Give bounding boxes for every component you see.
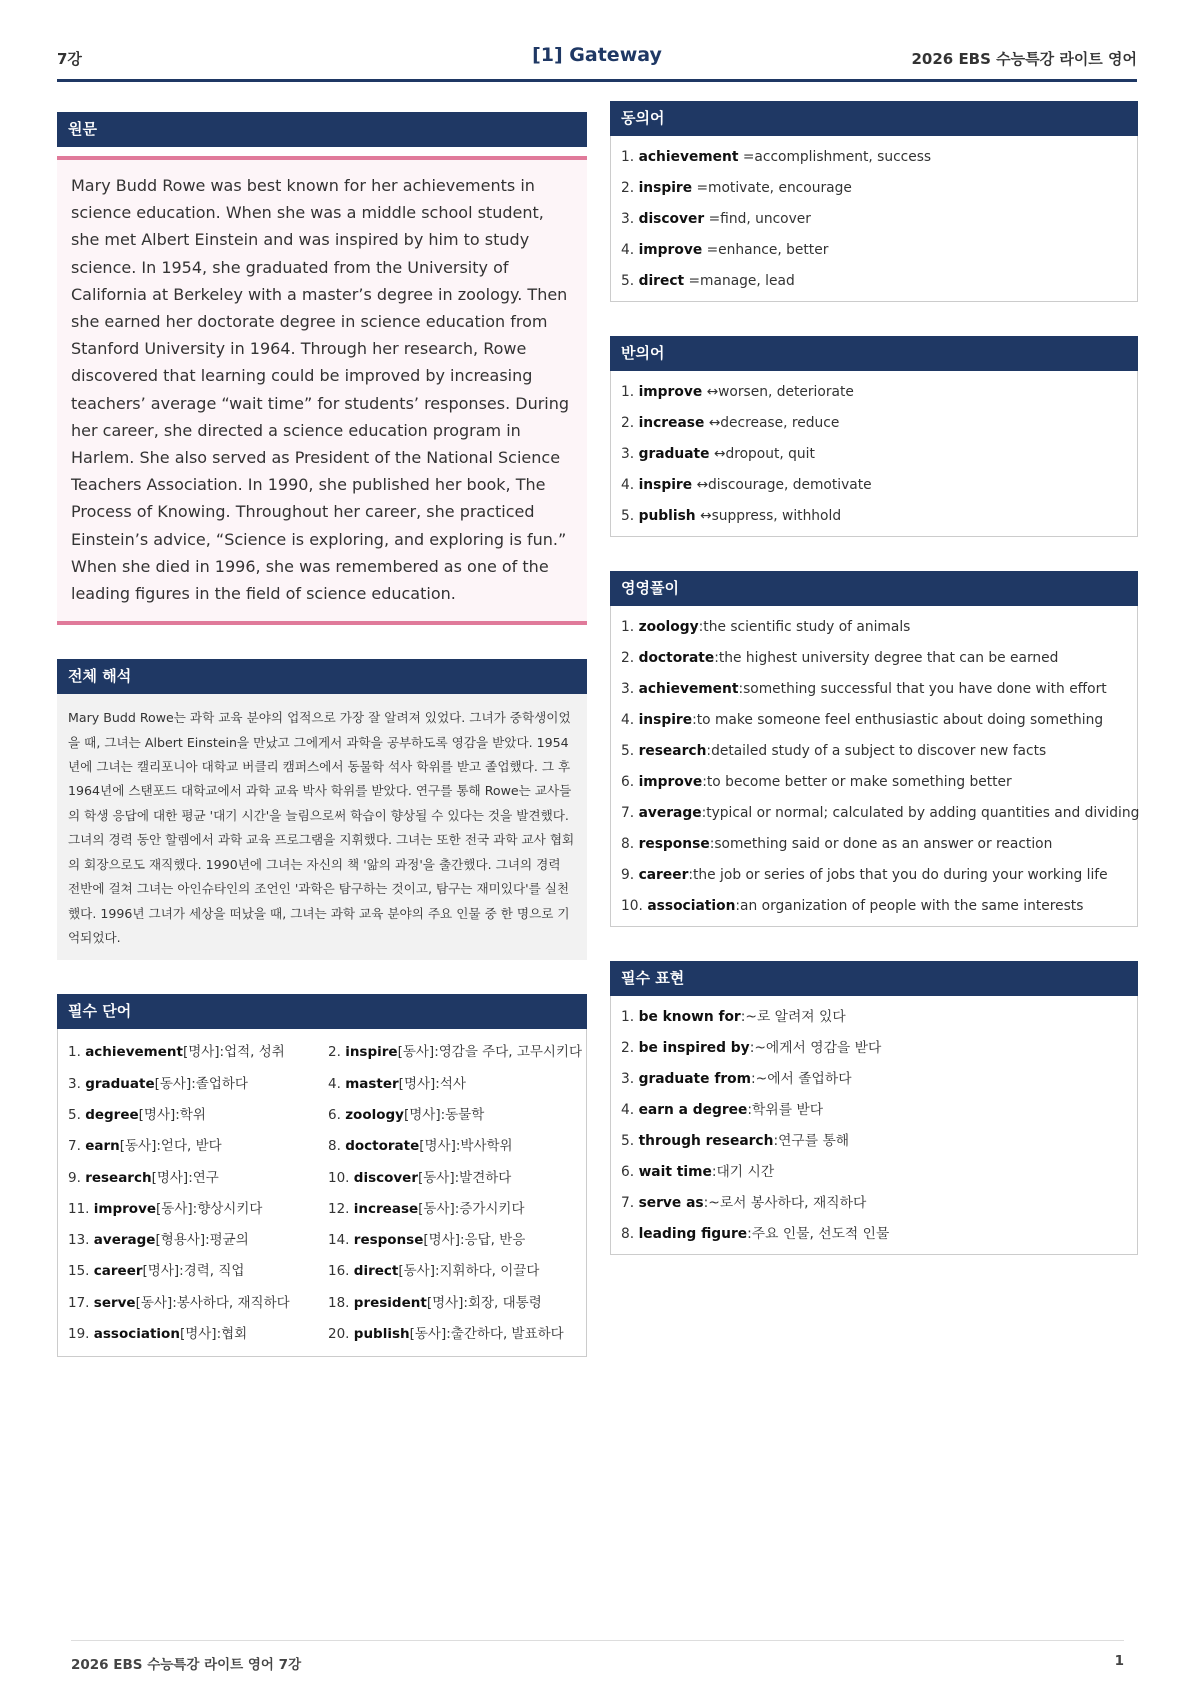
list-item: 4. inspire:to make someone feel enthusiastic about doing something <box>621 712 1104 728</box>
list-item: 3. graduate ↔dropout, quit <box>621 446 815 462</box>
lesson-label: 7강 <box>57 50 82 68</box>
translation-text: Mary Budd Rowe는 과학 교육 분야의 업적으로 가장 잘 알려져 있었다. 그녀가 중학생이었을 때, 그녀는 Albert Einstein을 만났고 그에게서 과학을 공부하도록 영감을 받았다. 1954년에 그녀는 캘리포니아 대학교 버클리 캠퍼스에서 동물학 석사 학위를 받고 졸업했다. 그 후 1964년에 스탠포드 대학교에서 과학 교육 박사 학위를 받았다. 연구를 통해 Rowe는 교사들의 학생 응답에 대한 평균 '대기 시간'을 늘림으로써 학습이 향상될 수 있다는 것을 발견했다. 그녀의 경력 동안 할렘에서 과학 교육 프로그램을 지휘했다. 그녀는 또한 전국 과학 교사 협회의 회장으로도 재직했다. 1990년에 그녀는 자신의 책 '앎의 과정'을 출간했다. 그녀의 경력 전반에 걸쳐 그녀는 아인슈타인의 조언인 '과학은 탐구하는 것이고, 탐구는 재미있다'를 실천했다. 1996년 그녀가 세상을 떠났을 때, 그녀는 과학 교육 분야의 주요 인물 중 한 명으로 기억되었다. <box>68 710 575 945</box>
translation-title: 전체 해석 <box>57 659 587 694</box>
expressions-title: 필수 표현 <box>610 961 1138 996</box>
page-number: 1 <box>1114 1653 1124 1669</box>
vocab-list <box>57 1029 587 1357</box>
antonyms-list <box>610 371 1138 537</box>
book-title: 2026 EBS 수능특강 라이트 영어 <box>911 50 1137 68</box>
list-item: 14. response[명사]:응답, 반응 <box>328 1232 526 1249</box>
list-item: 6. improve:to become better or make something better <box>621 774 1012 790</box>
list-item: 5. direct =manage, lead <box>621 273 795 289</box>
original-text: Mary Budd Rowe was best known for her achievements in science education. When she was a middle school student, she met Albert Einstein and was inspired by him to study science. In 1954, she graduated from the University of California at Berkeley with a master’s degree in zoology. Then she earned her doctorate degree in science education from Stanford University in 1964. Through her research, Rowe discovered that learning could be improved by increasing teachers’ average “wait time” for students’ responses. During her career, she directed a science education program in Harlem. She also served as President of the National Science Teachers Association. In 1990, she published her book, The Process of Knowing. Throughout her career, she practiced Einstein’s advice, “Science is exploring, and exploring is fun.” When she died in 1996, she was remembered as one of the leading figures in the field of science education. <box>71 176 570 604</box>
page-header <box>57 44 1137 82</box>
list-item: 8. response:something said or done as an answer or reaction <box>621 836 1053 852</box>
list-item: 1. achievement[명사]:업적, 성취 <box>68 1044 285 1061</box>
list-item: 6. zoology[명사]:동물학 <box>328 1106 485 1123</box>
translation-box <box>57 694 587 960</box>
list-item: 10. association:an organization of people with the same interests <box>621 898 1084 914</box>
definitions-title: 영영풀이 <box>610 571 1138 606</box>
expressions-list <box>610 996 1138 1255</box>
original-text-box <box>57 156 587 625</box>
right-column <box>610 101 1138 1255</box>
list-item: 12. increase[동사]:증가시키다 <box>328 1200 525 1217</box>
list-item: 15. career[명사]:경력, 직업 <box>68 1263 245 1280</box>
list-item: 8. leading figure:주요 인물, 선도적 인물 <box>621 1226 890 1242</box>
synonyms-list <box>610 136 1138 302</box>
synonyms-title: 동의어 <box>610 101 1138 136</box>
list-item: 7. earn[동사]:얻다, 받다 <box>68 1138 222 1155</box>
page-title: [1] Gateway <box>532 44 662 66</box>
list-item: 2. doctorate:the highest university degree that can be earned <box>621 650 1059 666</box>
list-item: 17. serve[동사]:봉사하다, 재직하다 <box>68 1294 290 1311</box>
list-item: 2. increase ↔decrease, reduce <box>621 415 840 431</box>
original-title: 원문 <box>57 112 587 147</box>
list-item: 4. earn a degree:학위를 받다 <box>621 1102 824 1118</box>
list-item: 10. discover[동사]:발견하다 <box>328 1169 512 1186</box>
vocab-title: 필수 단어 <box>57 994 587 1029</box>
footer-book-title: 2026 EBS 수능특강 라이트 영어 7강 <box>71 1657 302 1673</box>
list-item: 7. average:typical or normal; calculated by adding quantities and dividing <box>621 805 1140 821</box>
list-item: 9. career:the job or series of jobs that you do during your working life <box>621 867 1108 883</box>
list-item: 5. through research:연구를 통해 <box>621 1133 850 1149</box>
list-item: 18. president[명사]:회장, 대통령 <box>328 1294 542 1311</box>
list-item: 19. association[명사]:협회 <box>68 1325 248 1342</box>
left-column <box>57 112 587 1357</box>
list-item: 13. average[형용사]:평균의 <box>68 1232 249 1249</box>
list-item: 3. graduate[동사]:졸업하다 <box>68 1075 248 1092</box>
definitions-list <box>610 606 1138 927</box>
list-item: 20. publish[동사]:출간하다, 발표하다 <box>328 1325 564 1342</box>
list-item: 5. degree[명사]:학위 <box>68 1106 206 1123</box>
list-item: 16. direct[동사]:지휘하다, 이끌다 <box>328 1263 540 1280</box>
page-footer <box>71 1640 1124 1673</box>
list-item: 3. graduate from:~에서 졸업하다 <box>621 1071 852 1087</box>
list-item: 5. publish ↔suppress, withhold <box>621 508 842 524</box>
list-item: 6. wait time:대기 시간 <box>621 1164 775 1180</box>
list-item: 2. inspire =motivate, encourage <box>621 180 852 196</box>
list-item: 4. improve =enhance, better <box>621 242 829 258</box>
list-item: 11. improve[동사]:향상시키다 <box>68 1200 263 1217</box>
list-item: 3. achievement:something successful that you have done with effort <box>621 681 1107 697</box>
list-item: 4. master[명사]:석사 <box>328 1075 466 1092</box>
list-item: 5. research:detailed study of a subject to discover new facts <box>621 743 1047 759</box>
list-item: 7. serve as:~로서 봉사하다, 재직하다 <box>621 1195 867 1211</box>
antonyms-title: 반의어 <box>610 336 1138 371</box>
list-item: 1. zoology:the scientific study of animals <box>621 619 911 635</box>
list-item: 1. improve ↔worsen, deteriorate <box>621 384 854 400</box>
list-item: 2. be inspired by:~에게서 영감을 받다 <box>621 1040 882 1056</box>
list-item: 2. inspire[동사]:영감을 주다, 고무시키다 <box>328 1044 583 1061</box>
list-item: 8. doctorate[명사]:박사학위 <box>328 1138 513 1155</box>
list-item: 4. inspire ↔discourage, demotivate <box>621 477 872 493</box>
list-item: 9. research[명사]:연구 <box>68 1169 219 1186</box>
list-item: 3. discover =find, uncover <box>621 211 811 227</box>
list-item: 1. be known for:~로 알려져 있다 <box>621 1009 846 1025</box>
list-item: 1. achievement =accomplishment, success <box>621 149 932 165</box>
